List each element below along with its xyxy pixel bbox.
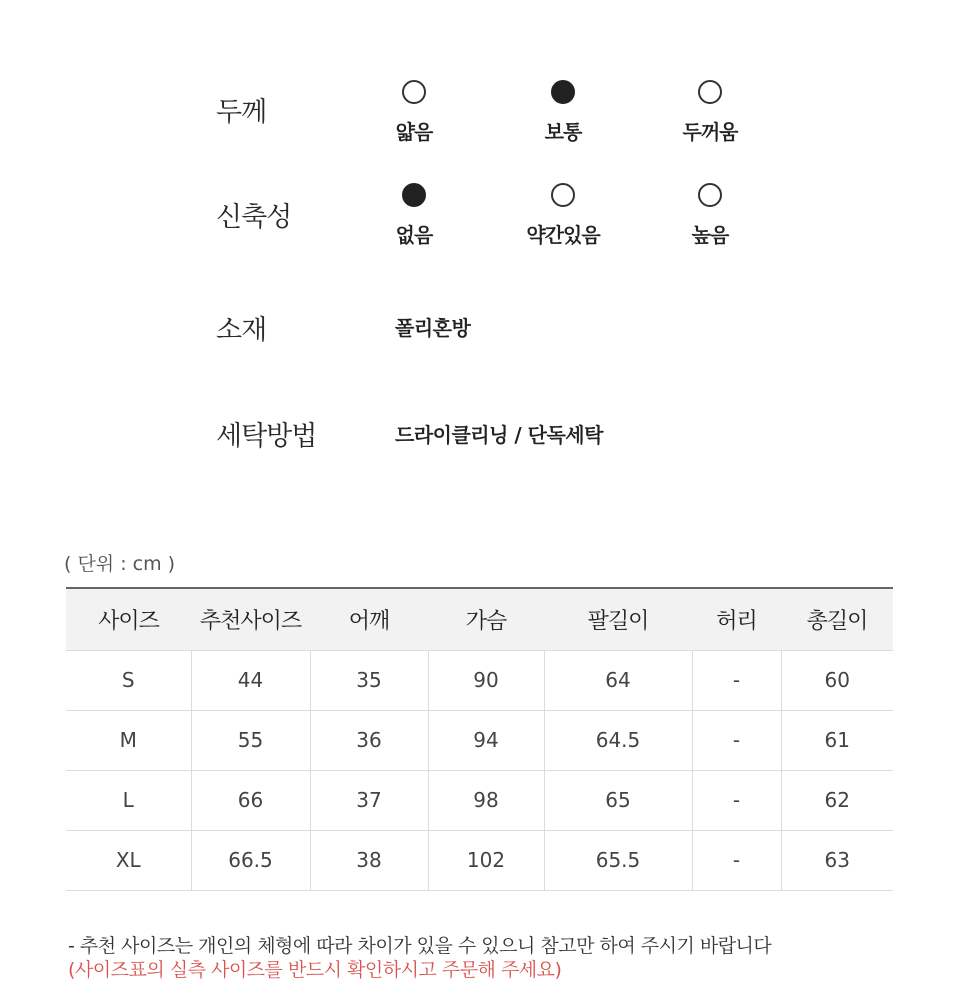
table-cell: - <box>692 710 781 770</box>
header-recommended-size: 추천사이즈 <box>199 608 302 634</box>
washing-label: 세탁방법 <box>216 421 317 452</box>
material-value: 폴리혼방 <box>395 316 471 340</box>
radio-empty-icon <box>551 183 575 207</box>
unit-label: ( 단위 : cm ) <box>64 553 176 575</box>
size-note: - 추천 사이즈는 개인의 체형에 따라 차이가 있을 수 있으니 참고만 하여 주시기 바랍니다 <box>68 935 772 957</box>
table-cell: S <box>121 668 135 692</box>
table-cell: 37 <box>310 770 428 830</box>
stretch-option-none <box>354 183 474 248</box>
header-chest: 가슴 <box>465 608 507 634</box>
table-cell: - <box>692 650 781 710</box>
table-cell: 62 <box>781 770 893 830</box>
table-cell: 94 <box>428 710 544 770</box>
table-cell: 66.5 <box>191 830 310 890</box>
table-cell: 66 <box>191 770 310 830</box>
option-label: 약간있음 <box>526 223 600 247</box>
size-note-warning: (사이즈표의 실측 사이즈를 반드시 확인하시고 주문해 주세요) <box>68 959 562 981</box>
radio-filled-icon <box>551 80 575 104</box>
thickness-option-thick <box>650 80 770 145</box>
stretch-label: 신축성 <box>216 202 292 233</box>
header-sleeve: 팔길이 <box>587 608 649 634</box>
stretch-option-high <box>650 183 770 248</box>
material-label: 소재 <box>216 315 267 346</box>
table-cell: 90 <box>428 650 544 710</box>
thickness-label: 두께 <box>216 97 267 128</box>
table-row <box>66 830 893 890</box>
thickness-option-thin <box>354 80 474 145</box>
table-cell: L <box>122 788 134 812</box>
thickness-option-normal <box>503 80 623 145</box>
table-header-row <box>66 588 893 650</box>
header-waist: 허리 <box>716 608 757 634</box>
table-cell: - <box>692 770 781 830</box>
radio-empty-icon <box>698 183 722 207</box>
table-cell: 64 <box>544 650 692 710</box>
table-cell: 60 <box>781 650 893 710</box>
option-label: 두꺼움 <box>682 120 738 144</box>
table-cell: XL <box>115 848 141 872</box>
size-table <box>66 587 893 891</box>
option-label: 없음 <box>395 223 433 247</box>
table-cell: M <box>119 728 137 752</box>
table-cell: - <box>692 830 781 890</box>
table-cell: 64.5 <box>544 710 692 770</box>
option-label: 높음 <box>691 223 729 247</box>
table-cell: 65.5 <box>544 830 692 890</box>
table-row <box>66 770 893 830</box>
radio-filled-icon <box>402 183 426 207</box>
table-cell: 55 <box>191 710 310 770</box>
table-cell: 63 <box>781 830 893 890</box>
table-cell: 36 <box>310 710 428 770</box>
table-row <box>66 650 893 710</box>
option-label: 얇음 <box>395 120 433 144</box>
table-row <box>66 710 893 770</box>
table-cell: 61 <box>781 710 893 770</box>
washing-value: 드라이클리닝 / 단독세탁 <box>395 423 603 447</box>
table-cell: 98 <box>428 770 544 830</box>
radio-empty-icon <box>402 80 426 104</box>
radio-empty-icon <box>698 80 722 104</box>
table-cell: 102 <box>428 830 544 890</box>
option-label: 보통 <box>544 120 582 144</box>
table-cell: 35 <box>310 650 428 710</box>
table-cell: 65 <box>544 770 692 830</box>
table-cell: 44 <box>191 650 310 710</box>
table-cell: 38 <box>310 830 428 890</box>
header-size: 사이즈 <box>98 608 159 634</box>
stretch-option-some <box>503 183 623 248</box>
header-total-length: 총길이 <box>806 608 868 634</box>
header-shoulder: 어깨 <box>348 608 390 634</box>
